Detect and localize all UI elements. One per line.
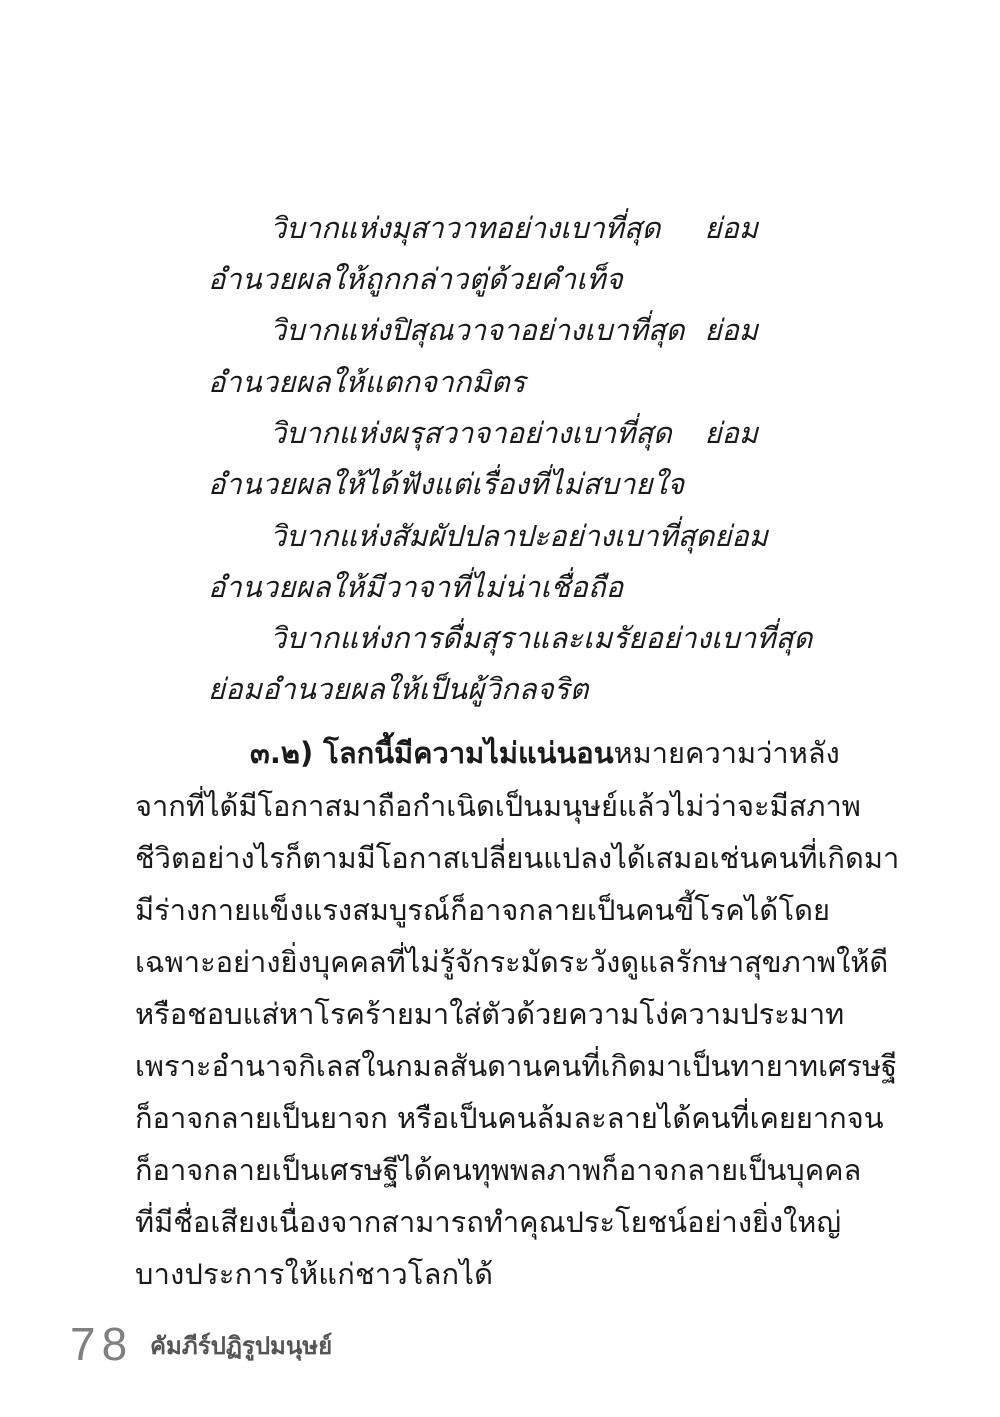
body-text: เช่นคนที่เกิดมา [709,841,900,875]
body-text: ชีวิตอย่างไรก็ตาม [135,841,357,875]
section-line-7 [135,1044,898,1088]
quote-para-3-line-1 [270,411,758,455]
body-text: ก็อาจกลายเป็นยาจก หรือเป็นคนล้มละลายได้ [135,1101,692,1135]
section-line-11: บางประการให้แก่ชาวโลกได้ [135,1257,494,1291]
book-title: คัมภีร์ปฏิรูปมนุษย์ [150,1332,333,1360]
body-text: คนที่เคยยากจน [691,1101,884,1135]
quote-text: ย่อม [704,416,758,450]
section-line-1 [250,731,840,775]
quote-para-2-line-1 [270,308,758,352]
section-line-9 [135,1148,862,1192]
quote-para-5-line-1: วิบากแห่งการดื่มสุราและเมรัยอย่างเบาที่สุด [270,621,813,655]
body-text: มีร่างกายแข็งแรงสมบูรณ์ [135,893,450,927]
quote-para-1-line-1 [270,206,758,250]
quote-para-2-line-2: อำนวยผลให้แตกจากมิตร [208,365,526,399]
body-text: คนทุพพลภาพก็อาจกลายเป็นบุคคล [432,1153,862,1187]
body-text: อย่างยิ่งใหญ่ [687,1205,842,1239]
quote-text: วิบากแห่งสัมผัปปลาปะอย่างเบาที่สุด [270,519,715,553]
quote-text: วิบากแห่งผรุสวาจาอย่างเบาที่สุด [270,416,672,450]
quote-text: ย่อม [704,211,758,245]
body-text: คนที่เกิดมาเป็นทายาทเศรษฐี [542,1049,898,1083]
body-text: ความประมาท [669,997,845,1031]
body-text: ไม่ว่าจะมีสภาพ [670,789,861,823]
body-text: หลัง [788,736,840,770]
section-line-10 [135,1200,842,1244]
body-text: หรือชอบแส่หาโรคร้ายมาใส่ตัวด้วยความโง่ [135,997,670,1031]
body-text: ที่มีชื่อเสียง [135,1205,270,1239]
quote-para-3-line-2: อำนวยผลให้ได้ฟังแต่เรื่องที่ไม่สบายใจ [208,467,685,501]
quote-para-1-line-2: อำนวยผลให้ถูกกล่าวตู่ด้วยคำเท็จ [208,262,623,296]
section-line-3 [135,836,900,880]
section-line-5 [135,940,889,984]
section-heading: ๓.๒) โลกนี้มีความไม่แน่นอน [250,736,614,770]
quote-text: ย่อม [714,519,768,553]
body-text: ก็อาจกลายเป็นคนขี้โรคได้ [450,893,779,927]
quote-text: วิบากแห่งปิสุณวาจาอย่างเบาที่สุด [270,313,685,347]
quote-para-4-line-2: อำนวยผลให้มีวาจาที่ไม่น่าเชื่อถือ [208,570,624,604]
section-line-2 [135,784,861,828]
quote-para-5-line-2: ย่อมอำนวยผลให้เป็นผู้วิกลจริต [208,672,589,706]
body-text: จากที่ได้มีโอกาสมาถือกำเนิดเป็นมนุษย์แล้ว [135,789,671,823]
section-line-4 [135,888,830,932]
section-line-8 [135,1096,884,1140]
quote-text: วิบากแห่งมุสาวาทอย่างเบาที่สุด [270,211,661,245]
body-text: มีโอกาสเปลี่ยนแปลงได้เสมอ [356,841,710,875]
body-text: ก็อาจกลายเป็นเศรษฐีได้ [135,1153,433,1187]
body-text: บุคคลที่ไม่รู้จักระมัดระวังดูแลรักษาสุขภาพให้ดี [311,945,889,979]
body-text: โดย [778,893,830,927]
body-text: เฉพาะอย่างยิ่ง [135,945,312,979]
body-text: เพราะอำนาจกิเลสในกมลสันดาน [135,1049,543,1083]
quote-text: ย่อม [704,313,758,347]
body-text: เนื่องจากสามารถทำคุณประโยชน์ [269,1205,688,1239]
section-line-6 [135,992,845,1036]
page-number: 78 [70,1318,134,1370]
body-text: หมายความว่า [613,736,789,770]
quote-para-4-line-1 [270,514,768,558]
